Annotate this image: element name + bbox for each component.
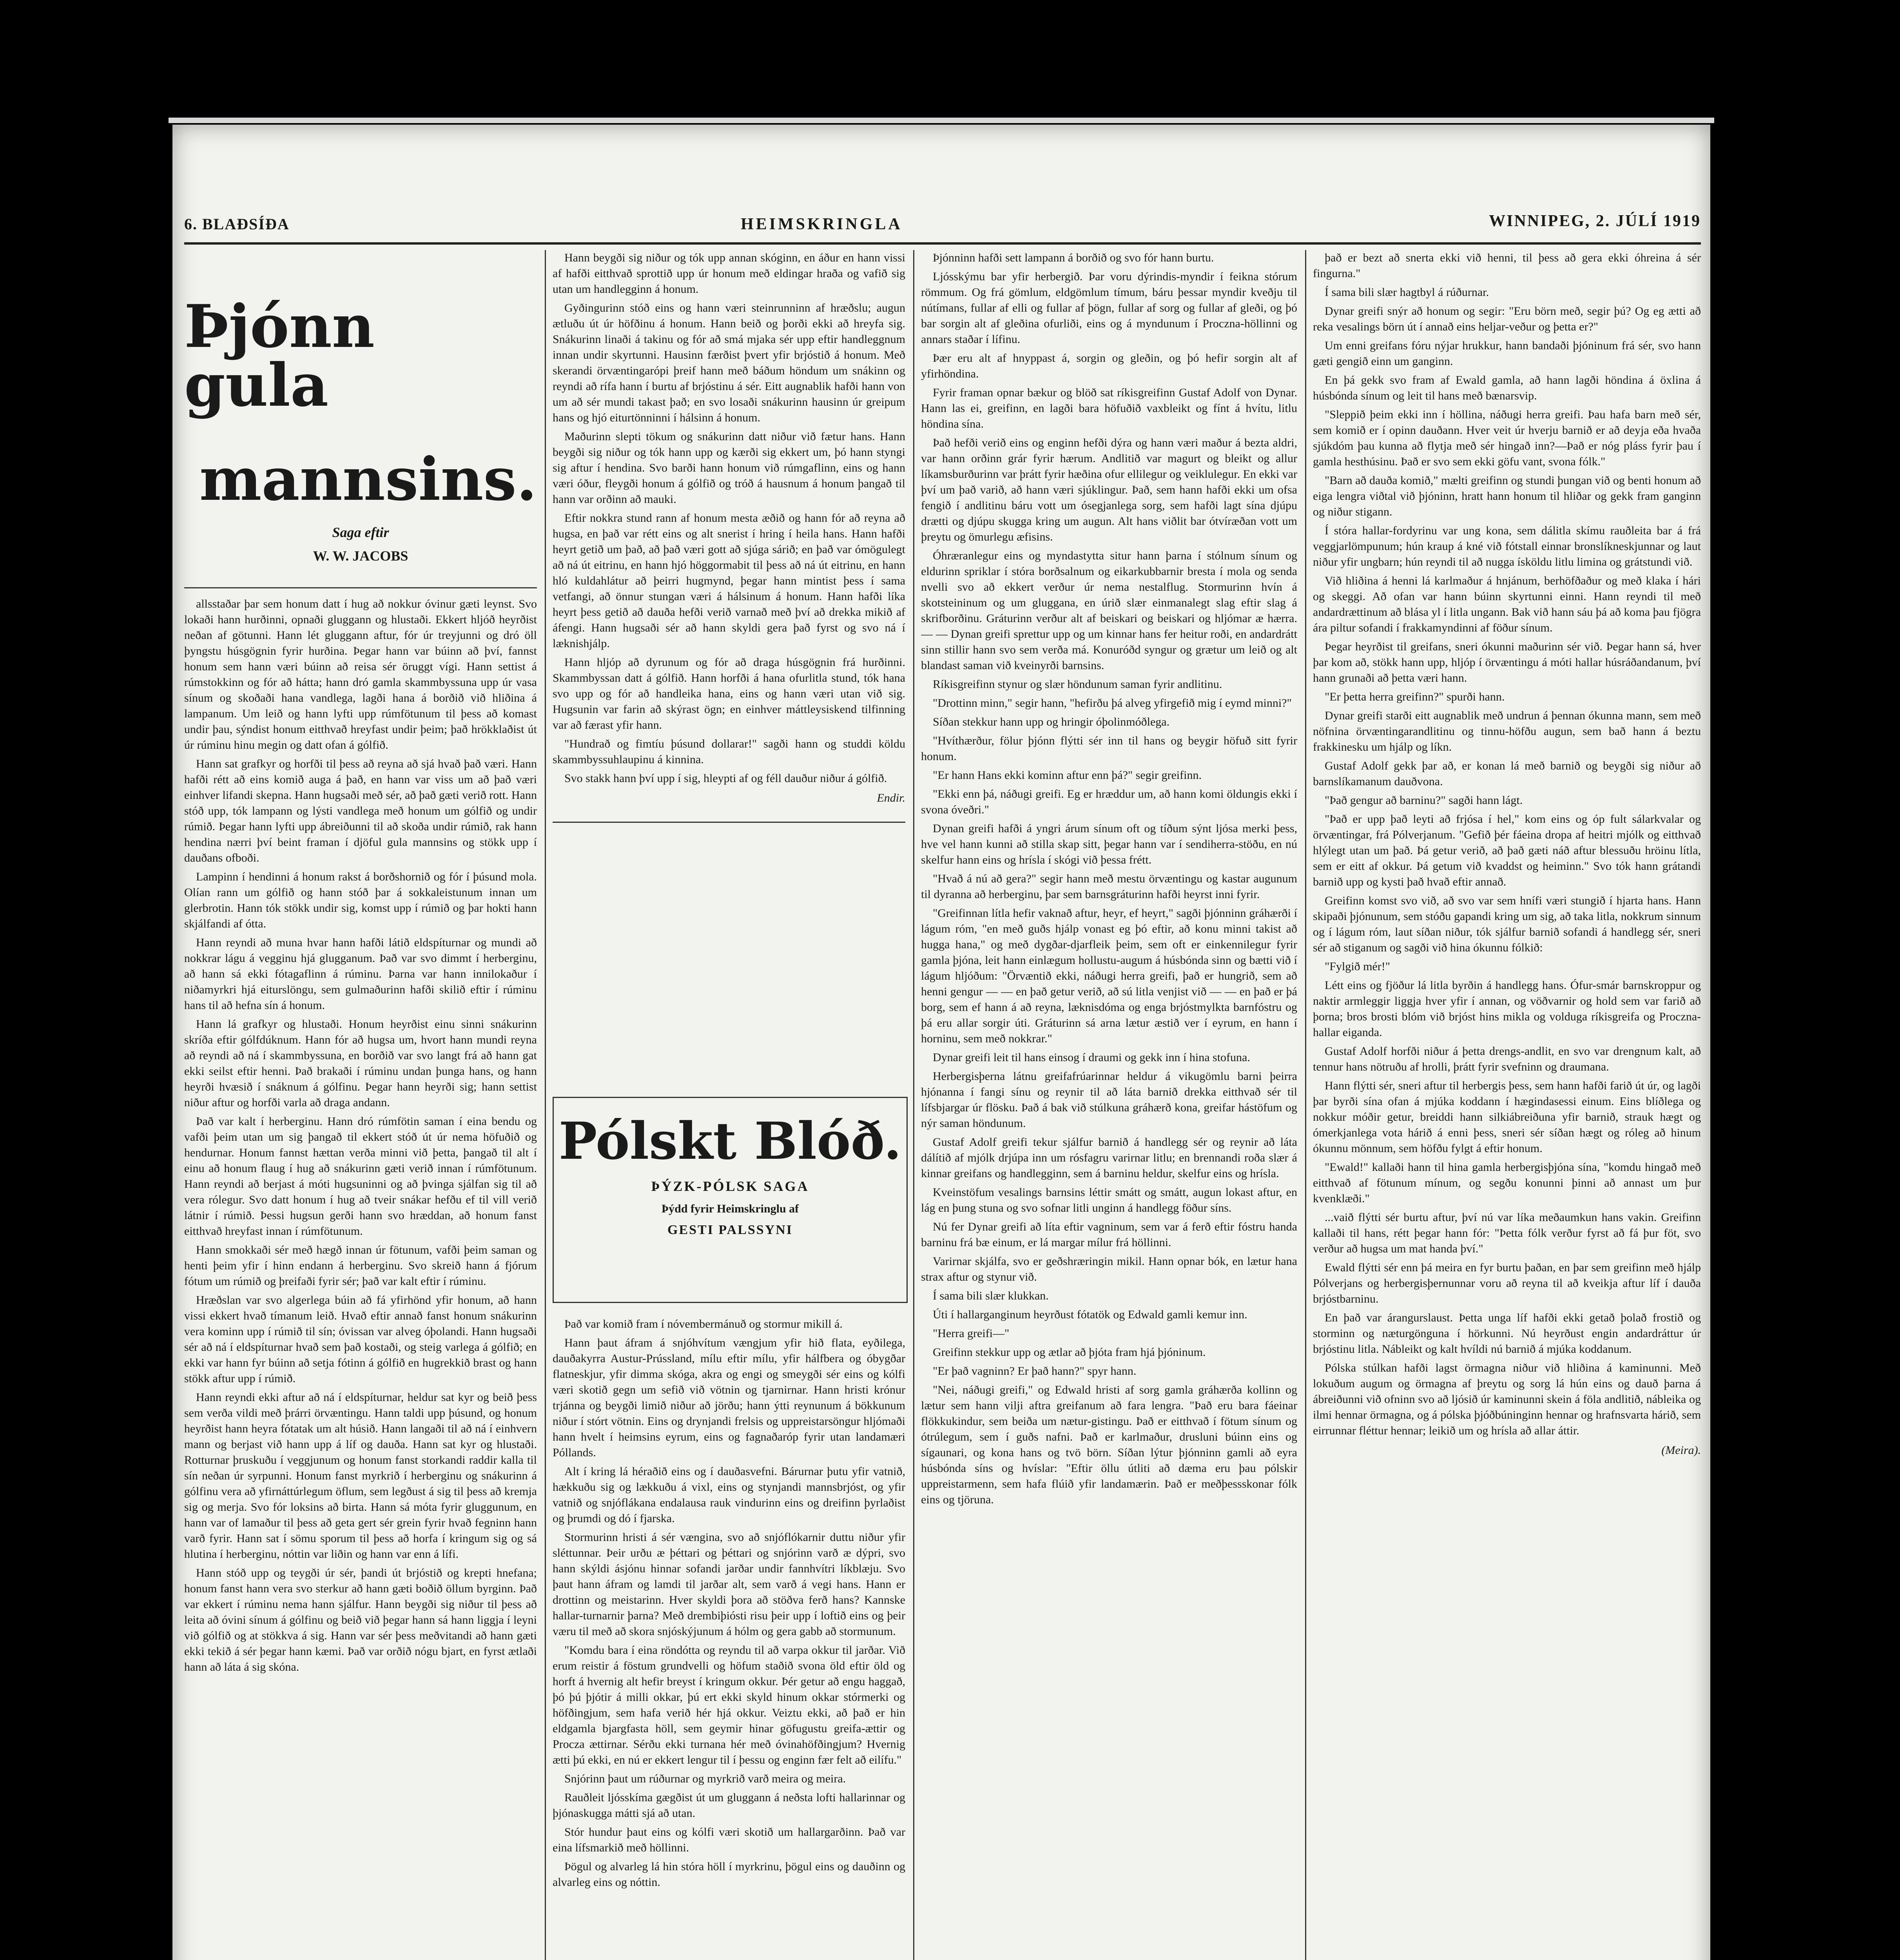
paragraph: "Hundrað og fimtíu þúsund dollarar!" sagði hann og studdi köldu skammbyssuhlaupinu á kinnina. — [553, 737, 905, 766]
story1-byline: Saga eftir — [332, 524, 389, 540]
column-4 — [1313, 250, 1701, 1960]
date-line: WINNIPEG, 2. JÚLÍ 1919 — [1489, 212, 1701, 230]
column-3 — [921, 250, 1297, 1960]
paragraph: Varirnar skjálfa, svo er geðshræringin mikil. Hann opnar bók, en lætur hana strax aftur og stynur við. — [921, 1255, 1297, 1283]
paragraph: "Ekki enn þá, náðugi greifi. Eg er hræddur um, að hann komi öldungis ekki í svona óveðri." — [921, 788, 1297, 816]
paragraph: "Er það vagninn? Er það hann?" spyr hann. — [933, 1365, 1137, 1377]
paragraph: Það hefði verið eins og enginn hefði dýra og hann væri maður á bezta aldri, var hann orðinn grár fyrir hærum. Andlitið var magurt og bleikt og allur líkamsburðurinn var þrátt fyrir hæðina ofur ellilegur og veiklulegur. En ekki var því um það varið, að hann væri sjúklingur. Það, sem hann hafði ekki um ofsa fengið í andlitinu báru vott um ósegjanlega sorg, sem hafði lagt sína djúpu drætti og djúpu skugga kring um augun. Alt hans viðlit bar ótvíræðan vott um þreytu og ömurlegu æfisins. — [921, 436, 1297, 543]
paragraph: Það var komið fram í nóvembermánuð og stormur mikill á. — [564, 1318, 843, 1330]
paragraph: Gustaf Adolf horfði niður á þetta drengs-andlit, en svo var drengnum kalt, að tennur hans nötruðu af hrolli, þrátt fyrir svefninn og draumana. — [1313, 1045, 1701, 1073]
paragraph: "Herra greifi—" — [933, 1327, 1010, 1340]
continued-mark: (Meira). — [1661, 1444, 1701, 1457]
paragraph: "Hvað á nú að gera?" segir hann með mestu örvæntingu og kastar augunum til dyranna að herberginu, þar sem barnsgráturinn hafði heyrst inni fyrir. — [921, 872, 1297, 901]
paragraph: Gyðingurinn stóð eins og hann væri steinrunninn af hræðslu; augun ætluðu út úr höfðinu á honum. Hann beið og þorði ekki að hreyfa sig. Snákurinn linaði á takinu og fór að smá mjaka sér upp eftir handleggnum innan undir skyrtunni. Hausinn færðist þvert yfir brjóstið á honum. Með skerandi örvæntingarópi þreif hann með báðum höndum um snákinn og reyndi að rífa hann í burtu af brjóstinu á sér. Eitt augnablik hafði hann von um að sér mundi takast það; en svo losaði snákurinn hausinn úr greipum hans og hjó eiturtönninni í hálsinn á honum. — [553, 301, 905, 424]
story1-end-mark: Endir. — [877, 791, 905, 804]
paragraph: Lampinn í hendinni á honum rakst á borðshornið og fór í þúsund mola. Olían rann um gólfið og hann stóð þar á sokkaleistunum innan um glerbrotin. Hann tók stökk undir sig, komst upp í rúmið og þar hokti hann skjálfandi af ótta. — [184, 870, 537, 930]
paragraph: Við hliðina á henni lá karlmaður á hnjánum, berhöfðaður og með klaka í hári og skeggi. Að ofan var hann búinn skyrtunni einni. Hann reyndi til með andardrættinum að blása yl í litla ungann. Bak við hann sáu þá að koma þau fjögra ára piltur sofandi í frakkamyndinni af föður sínum. — [1313, 574, 1701, 634]
paragraph: "Nei, náðugi greifi," og Edwald hristi af sorg gamla gráhærða kollinn og lætur sem hann vilji aftra greifanum að fara lengra. "Það eru bara fáeinar flökkukindur, sem beiða um nætur-gistingu. Það er eitthvað í fötum sínum og ótrúlegum, sem í guðs nafni. Það er karlmaður, drusluni búinn eins og sígaunari, og kona hans og tvö börn. Síðan lýtur þjónninn gamli að eyra húsbónda síns og hvíslar: "Eftir öllu útliti að dæma eru þau pólskir uppreistarmenn, sem hafa flúið yfir landamærin. Það er meðþessskonar fólk eins og tjöruna. — [921, 1383, 1297, 1506]
column-divider — [913, 250, 914, 1960]
column-divider — [545, 250, 546, 1960]
paragraph: Ríkisgreifinn stynur og slær höndunum saman fyrir andlitinu. — [933, 678, 1222, 691]
paragraph: Hann beygði sig niður og tók upp annan skóginn, en áður en hann vissi af hafði eitthvað sprottið upp úr honum með eldingar hraða og vafið sig utan um handlegginn á honum. — [553, 251, 905, 296]
story2-translated-for: Þýdd fyrir Heimskringlu af — [661, 1202, 799, 1215]
paragraph: Ewald flýtti sér enn þá meira en fyr burtu þaðan, en þar sem greifinn með hjálp Pólverjans og herbergisþernunnar voru að reyna til að kveikja aftur líf í dauða brjóstbarninu. — [1313, 1261, 1701, 1305]
paragraph: Um enni greifans fóru nýjar hrukkur, hann bandaði þjóninum frá sér, svo hann gæti gengið einn um ganginn. — [1313, 339, 1701, 368]
page-label: 6. BLAÐSÍÐA — [184, 215, 290, 233]
paragraph: Þögul og alvarleg lá hin stóra höll í myrkrinu, þögul eins og dauðinn og alvarleg eins og nóttin. — [553, 1860, 905, 1889]
paragraph: "Fylgið mér!" — [1325, 960, 1390, 973]
paragraph: Í stóra hallar-fordyrinu var ung kona, sem dálitla skímu rauðleita bar á frá veggjarlömpunum; hún kraup á kné við fótstall einnar bronslíkneskjunnar og laut niður yfir ungbarn; hún reyndi til að nugga ísköldu litlu limina og grátstundi við. — [1313, 524, 1701, 568]
header-rule — [184, 242, 1701, 245]
paragraph: Þær eru alt af hnyppast á, sorgin og gleðin, og þó hefir sorgin alt af yfirhöndina. — [921, 352, 1297, 380]
paragraph: það er bezt að snerta ekki við henni, til þess að gera ekki óhreina á sér fingurna." — [1313, 251, 1701, 280]
paragraph: Rauðleit ljósskíma gægðist út um gluggann á neðsta lofti hallarinnar og þjónaskugga mátti sjá að utan. — [553, 1791, 905, 1820]
paragraph: Hann stóð upp og teygði úr sér, þandi út brjóstið og krepti hnefana; honum fanst hann vera svo sterkur að hann gæti boðið öllum byrginn. Það var ekkert í rúminu nema hann sjálfur. Hann beygði sig niður til þess að leita að óvini sínum á gólfinu og beið við þegar hann sá hann liggja í leyni við gólfið og at stökkva á sig. Hann var sér þess meðvitandi að hann gæti ekki tekið á sér þegar hann kæmi. Það var orðið nógu bjart, en fyrst ætlaði hann að láta á sig skóna. — [184, 1566, 537, 1673]
story1-title-line1: Þjónn gula — [184, 292, 375, 420]
paper-name: HEIMSKRINGLA — [741, 215, 903, 233]
paragraph: Hann flýtti sér, sneri aftur til herbergis þess, sem hann hafði farið út úr, og lagði þar byrði sína ofan á mjúka koddann í hægindasessi einum. Eins blíðlega og nokkur móðir getur, breiddi hann silkiábreiðuna yfir barnið, strauk hægt og ómerkjanlega vota hárið á enni þess, sneri sér síðan hægt og róleg að hinum ókunnu mönnum, sem höfðu fylgt á eftir honum. — [1313, 1079, 1701, 1155]
story1-col1-text — [184, 596, 537, 1675]
paragraph: Hræðslan var svo algerlega búin að fá yfirhönd yfir honum, að hann vissi ekkert hvað tímanum leið. Hvað eftir annað fanst honum snákurinn vera kominn upp í rúmið til sín; óvissan var alveg óþolandi. Hann hugsaði sér að ná í eldspíturnar hvað sem það kostaði, og steig varlega á gólfið; en ekki var hann fyr búinn að setja fótinn á gólfið en hugrekkið brast og hann stökk aftur upp í rúmið. — [184, 1294, 537, 1385]
paragraph: Kveinstöfum vesalings barnsins léttir smátt og smátt, augun lokast aftur, en lág en þung stuna og svo sofnar litli unginn á handlegg föður síns. — [921, 1186, 1297, 1214]
story2-title: Pólskt Blóð. — [558, 1111, 902, 1171]
column-divider — [1305, 250, 1306, 1960]
paragraph: Hann smokkaði sér með hægð innan úr fötunum, vafði þeim saman og henti þeim yfir í hinn endann á herberginu. Svo skreið hann á fjórum fótum um rúmið og þreifaði fyrir sér; það var kalt eftir í rúminu. — [184, 1243, 537, 1288]
paragraph: Ljósskýmu bar yfir herbergið. Þar voru dýrindis-myndir í feikna stórum römmum. Og frá gömlum, eldgömlum tímum, báru þessar myndir kveðju til nútímans, fullar af elli og fullar af þögn, fullar af sorg og fullar af gleði, og þó bar sorgin alt af gleðina ofurliði, eins og á myndunum í Proczna-höllinni og annars staðar í lífinu. — [921, 270, 1297, 346]
paragraph: Greifinn komst svo við, að svo var sem hnífi væri stungið í hjarta hans. Hann skipaði þjónunum, sem stóðu gapandi kring um sig, að taka litla, nokkrum sinnum og í lágum róm, laut síðan niður, tók sjálfur barnið sofandi á handlegg sér, sneri sér að stiganum og sagði við hina ókunnu fólkið: — [1313, 894, 1701, 954]
paragraph: "Greifinnan lítla hefir vaknað aftur, heyr, ef heyrt," sagði þjónninn gráhærði í lágum róm, "en með guðs hjálp vonast eg þó eftir, að konu minni takist að hugga hana," og með dygðar-djarfleik þeim, sem oft er einkennilegur fyrir gamla þjóna, leit hann einlægum hollustu-augum á húsbónda sinn og bætti við í lágum hljóðum: "Örvæntið ekki, náðugi herra greifi, það er hungrið, sem að henni gengur — — en það getur verið, að sú litla venjist við — — en það er þá borg, sem ef hann á að reyna, læknisdóma og enga brjóstmylkta barnfóstru og þá eru allar sorgir úti. Gráturinn sá arna lætur æstið ver í eyrum, en hann í horninu, sem með nokkrar." — [921, 907, 1297, 1045]
paragraph: Síðan stekkur hann upp og hringir óþolinmóðlega. — [933, 715, 1170, 728]
paragraph: "Það er upp það leyti að frjósa í hel," kom eins og óp fult sálarkvalar og örvæntingar, frá Pólverjanum. "Gefið þér fáeina dropa af heitri mjólk og eitthvað hlýlegt utan um það. Þá getur verið, að það gæti náð aftur blessuðu hröinu lítla, sem er eitt af okkur. Þá getum við kvaddst og heiminn." Svo tók hann grátandi barnið upp og kysti það hvað eftir annað. — [1313, 813, 1701, 888]
paragraph: Dynar greifi leit til hans einsog í draumi og gekk inn í hina stofuna. — [933, 1051, 1250, 1064]
paragraph: Hann hljóp að dyrunum og fór að draga húsgögnin frá hurðinni. Skammbyssan datt á gólfið. Hann horfði á hana ofurlitla stund, tók hana svo upp og fór að handleika hana, eins og hann væri utan við sig. Hugsunin var farin að skýrast ögn; en einhver máttleysiskend tilfinning var að færast yfir hann. — [553, 656, 905, 731]
paragraph: "Komdu bara í eina röndótta og reyndu til að varpa okkur til jarðar. Við erum reistir á föstum grundvelli og höfum staðið svona öld eftir öld og horft á hvernig alt hefir breyst í kringum okkur. Þér getur að engu haggað, þó þú þjótir á milli okkar, þú ert ekki skyld hinum okkar stórmerki og höfðingjum, sem hafa verið hér hjá okkur. Veiztu ekki, að það er hin eldgamla bjargfasta höll, sem geymir hinar göfugustu greifa-ættir og Procza ættirnar. Sérðu ekki turnana hér með óvinahöfðingjum? Hvernig ætti þú ekki, en nú er ekkert lengur til í þessu og enginn fær felt að eilífu." — [553, 1644, 905, 1766]
paragraph: Þjónninn hafði sett lampann á borðið og svo fór hann burtu. — [933, 251, 1214, 264]
paragraph: Gustaf Adolf gekk þar að, er konan lá með barnið og beygði sig niður að barnslíkamanum dauðvona. — [1313, 759, 1701, 788]
film-edge-top — [169, 118, 1714, 123]
paragraph: Svo stakk hann því upp í sig, hleypti af og féll dauður niður á gólfið. — [564, 772, 887, 785]
paragraph: Herbergisþerna látnu greifafrúarinnar heldur á vikugömlu barni þeirra hjónanna í fangi sínu og reynir til að láta barnið drekka eitthvað sér til lífsbjargar úr flösku. Það á bak við stúlkuna gráhærð kona, greifar hástöfum og nýr saman höndunum. — [921, 1070, 1297, 1130]
paragraph: "Er hann Hans ekki kominn aftur enn þá?" segir greifinn. — [933, 769, 1202, 782]
story1-title-line2: mannsins. — [199, 445, 537, 514]
column-1 — [184, 250, 537, 1960]
story1-author: W. W. JACOBS — [313, 548, 408, 564]
paragraph: Úti í hallarganginum heyrðust fótatök og Edwald gamli kemur inn. — [933, 1308, 1247, 1321]
paragraph: Það var kalt í herberginu. Hann dró rúmfötin saman í eina bendu og vafði þeim utan um sig þangað til ekkert stóð út úr nema höfuðið og hendurnar. Honum fannst hættan verða minni við þetta, þangað til alt í einu að honum flaug í hug að snákurinn gæti verið innan í rúmfötunum. Hann reyndi að berjast á móti hugsuninni og að þvinga sjálfan sig til að vera rólegur. Svo datt honum í hug að tveir snákar hefðu ef til vill verið látnir í rúmið. Þessi hugsun gerði hann svo hræddan, að honum fanst eitthvað hreyfast innan í rúmfötunum. — [184, 1115, 537, 1238]
paragraph: Létt eins og fjöður lá litla byrðin á handlegg hans. Ófur-smár barnskroppur og naktir armleggir liggja hver yfir í annan, og vöðvarnir og hold sem var farið að þorna; bros brosti blóm við brjóst hins mikla og volduga ríkisgreifa og Proczna-hallar eiganda. — [1313, 979, 1701, 1039]
story2-subtitle: ÞÝZK-PÓLSK SAGA — [651, 1178, 809, 1194]
story-separator — [553, 822, 905, 823]
paragraph: Hann lá grafkyr og hlustaði. Honum heyrðist einu sinni snákurinn skríða eftir gólfdúknum. Hann fór að hugsa um, hvort hann mundi reyna að reyndi að ná í skammbyssuna, en borðið var svo langt frá að hann gat ekki seilst eftir henni. Það brakaði í rúminu undan þunga hans, og hann heyrði hvæsið í snáknum á gólfinu. Þegar hann heyrði sig; hann settist niður aftur og horfði varla að draga andann. — [184, 1018, 537, 1109]
paragraph: Hann þaut áfram á snjóhvítum vængjum yfir hið flata, eyðilega, dauðakyrra Austur-Prússland, mílu eftir mílu, yfir hálfbera og óbygðar flatneskjur, yfir dimma skóga, akra og engi og smeygði sér eins og kólfi væri skotið gegn um sefið við vötnin og tjarnirnar. Hann hristi krónur trjánna og beygði limið niður að jörðu; hann ýtti reynunum á bökkunum niður í stórt vötnin. Eins og drynjandi frelsis og uppreistarsöngur hljómaði hann hvelt í heimsins eyrum, eins og fagnaðaróp fyrir utan landamæri Póllands. — [553, 1336, 905, 1459]
paragraph: Gustaf Adolf greifi tekur sjálfur barnið á handlegg sér og reynir að láta dálítið af mjólk drjúpa inn um rósfagru varirnar litlu; en brennandi roða slær á kinnar greifans og handlegginn, sem á barninu heldur, skelfur eins og hrísla. — [921, 1136, 1297, 1180]
paragraph: Þegar heyrðist til greifans, sneri ókunni maðurinn sér við. Þegar hann sá, hver þar kom að, stökk hann upp, hljóp í örvæntingu á móti hallar húsráðandanum, því hann grunaði að þetta væri hann. — [1313, 640, 1701, 684]
paragraph: En það var árangurslaust. Þetta unga líf hafði ekki getað þolað frostið og storminn og næturgönguna í hörkunni. Nú heyrðust engin andardráttur úr brjóstinu litla. Nábleikt og kalt hvíldi nú barnið á mjúka koddanum. — [1313, 1311, 1701, 1356]
page-header — [184, 212, 1701, 246]
paragraph: Snjórinn þaut um rúðurnar og myrkrið varð meira og meira. — [564, 1772, 846, 1785]
paragraph: Greifinn stekkur upp og ætlar að þjóta fram hjá þjóninum. — [933, 1346, 1206, 1359]
paragraph: Í sama bili slær klukkan. — [933, 1289, 1049, 1302]
paragraph: Dynar greifi snýr að honum og segir: "Eru börn með, segir þú? Og eg ætti að reka vesalings börn út í annað eins heljar-veður og þetta er?" — [1313, 305, 1701, 333]
paragraph: Dynan greifi hafði á yngri árum sínum oft og tíðum sýnt ljósa merki þess, hve vel hann kunni að stilla skap sitt, þegar hann var í sendiherra-stöðu, en nú skelfur hann eins og hrísla í skógi við þessa frétt. — [921, 822, 1297, 866]
paragraph: Hann sat grafkyr og horfði til þess að reyna að sjá hvað það væri. Hann hafði rétt að eins komið auga á það, en hann var viss um að það væri einhver lifandi skepna. Hann hugsaði með sér, að það gæti verið rott. Hann stóð upp, tók lampann og lýsti vandlega með honum um gólfið og undir rúmið. Þegar hann lyfti upp ábreiðunni til að skoða undir rúmið, rak hann hendina nærri því beint framan í djöful gula mannsins og stökk upp í dauðans ofboði. — [184, 757, 537, 864]
story2-title-box — [553, 1097, 908, 1303]
paragraph: Alt í kring lá héraðið eins og í dauðasvefni. Bárurnar þutu yfir vatnið, hækkuðu sig og lækkuðu á vixl, eins og stynjandi mannsbrjóst, og yfir vatnið og snjóflákana endalausa rauk vindurinn eins og dreifinn þyrlaðist og þrumdi og dó í fjarska. — [553, 1465, 905, 1525]
paragraph: Í sama bili slær hagtbyl á rúðurnar. — [1325, 286, 1489, 299]
paragraph: "Er þetta herra greifinn?" spurði hann. — [1325, 690, 1505, 703]
story1-title-block — [184, 250, 537, 588]
paragraph: "Það gengur að barninu?" sagði hann lágt. — [1325, 794, 1523, 807]
paragraph: Stormurinn hristi á sér vængina, svo að snjóflókarnir duttu niður yfir sléttunnar. Þeir urðu æ þéttari og þéttari og snjórinn varð æ dýpri, svo hann skýldi ásjónu hinnar sofandi jarðar undir fannhvítri líkblæju. Svo þaut hann áfram og lamdi til jarðar alt, sem varð á vegi hans. Hann er drottinn og meistarinn. Hver skyldi þora að stöðva ferð hans? Kannske hallar-turnarnir þarna? Með drembiþiósti risu þeir upp í loftið eins og þeir væru til með að skora snjóskýjunum á hólm og gera gabb að stormunum. — [553, 1531, 905, 1638]
paragraph: Fyrir framan opnar bækur og blöð sat ríkisgreifinn Gustaf Adolf von Dynar. Hann las ei, greifinn, en lagði bara höfuðið vaxbleikt og fínt á hvítu, litlu höndina sína. — [921, 386, 1297, 430]
paragraph: Hann reyndi að muna hvar hann hafði látið eldspíturnar og mundi að nokkrar lágu á vegginu hjá glugganum. Það var svo dimmt í herberginu, að hann sá ekki fótagaflinn á rúminu. Þarna var hann innilokaður í niðamyrkri hjá eiturslöngu, sem gulmaðurinn hafði skilið eftir í rúminu hans til að hefna sín á honum. — [184, 936, 537, 1012]
paragraph: Dynar greifi starði eitt augnablik með undrun á þennan ókunna mann, sem með nöfnina örvæntingarandlitinu og tinnu-höfðu augun, sem bað hann á beztu frakkinesku um hjálp og líkn. — [1313, 709, 1701, 753]
paragraph: "Sleppið þeim ekki inn í höllina, náðugi herra greifi. Þau hafa barn með sér, sem komið er í opinn dauðann. Hver veit úr hverju barnið er að deyja eða hvaða sjúkdóm þau kunna að flytja með sér hingað inn?—Það er nóg pláss fyrir þau í gamla hesthúsinu. Það er svo sem ekki göfu vant, svona fólk." — [1313, 408, 1701, 468]
paragraph: "Barn að dauða komið," mælti greifinn og stundi þungan við og benti honum að eiga lengra viðtal við þjóninn, hratt hann honum til hliðar og gekk fram ganginn og niður stigann. — [1313, 474, 1701, 518]
story1-col2-text — [553, 250, 905, 806]
paragraph: "Ewald!" kallaði hann til hina gamla herbergisþjóna sína, "komdu hingað með eitthvað af fötunum mínum, og segðu konunni þinni að annast um þur kvenklæði." — [1313, 1161, 1701, 1205]
paragraph: ...vaið flýtti sér burtu aftur, því nú var líka meðaumkun hans vakin. Greifinn kallaði til hans, rétt þegar hann fór: "Þetta fólk verður fyrst að fá þur föt, svo verður að hugsa um mat handa því." — [1313, 1211, 1701, 1255]
paragraph: En þá gekk svo fram af Ewald gamla, að hann lagði höndina á öxlina á húsbónda sínum og leit til hans með bænarsvip. — [1313, 374, 1701, 402]
paragraph: "Hvíthærður, fölur þjónn flýtti sér inn til hans og beygir höfuð sitt fyrir honum. — [921, 734, 1297, 763]
paragraph: Eftir nokkra stund rann af honum mesta æðið og hann fór að reyna að hugsa, en það var rétt eins og alt snerist í hring í heila hans. Hann hafði heyrt getið um það, að það væri gott að sjúga sárið; en það var ómögulegt að ná út eitrinu, en hann hjó höggormabit til þess að ná út eitrinu, en hann hló kuldahlátur að þeirri hugmynd, þegar hann mintist þess í sama vetfangi, að önnur stungan væri á hálsinum á honum. Hann hafði líka heyrt þess getið að dauða hefði verið varnað með því að drekka mikið af áfengi. Hann hugsaði sér að hann skyldi gera það fyrst og svo ná í læknishjálp. — [553, 512, 905, 650]
paragraph: Hann reyndi ekki aftur að ná í eldspíturnar, heldur sat kyr og beið þess sem verða vildi með þrárri örvæntingu. Hann taldi upp þúsund, og honum heyrðist hann heyra fótatak um alt húsið. Hann langaði til að ná í einhvern mann og berjast við hann upp á líf og dauða. Hann sat kyr og hlustaði. Rotturnar þruskuðu í veggjunum og honum fanst storkandi raddir kalla til sín neðan úr syrpunni. Honum fanst myrkrið í herberginu og snákurinn á gólfinu vera að yfirnáttúrlegum öflum, sem legðust á sig til þess að kremja sig og merja. Svo fór loksins að birta. Hann sá móta fyrir gluggunum, en hann var of lamaður til þess að geta gert sér grein fyrir hvað fegninn hann varð fyrir. Hann sat í sömu sporum til þess að horfa í kringum sig og sá hlutina í herberginu, nóttin var liðin og hann var enn á lífi. — [184, 1391, 537, 1561]
story2-col2-text — [553, 1316, 905, 1960]
paragraph: Maðurinn slepti tökum og snákurinn datt niður við fætur hans. Hann beygði sig niður og tók hann upp og kærði sig ekkert um, þó hann styngi sig aftur í hendina. Svo barði hann honum við rúmgaflinn, eins og hann væri óður, fleygði honum á gólfið og tróð á hausnum á honum þangað til hann var orðinn að mauki. — [553, 430, 905, 506]
newspaper-page — [172, 125, 1710, 1960]
paragraph: Stór hundur þaut eins og kólfi væri skotið um hallargarðinn. Það var eina lífsmarkið með höllinni. — [553, 1826, 905, 1854]
paragraph: "Drottinn minn," segir hann, "hefirðu þá alveg yfirgefið mig í eymd minni?" — [933, 697, 1292, 710]
paragraph: Pólska stúlkan hafði lagst örmagna niður við hliðina á kaminunni. Með lokuðum augum og örmagna af þreytu og sorg lá hún eins og dauð þarna á ábreiðunni við ofninn svo að ljósið úr kaminunni skein á föla andlitið, nábleika og ilmi hennar örmagna, og á pólska þjóðbúninginn hennar og hrafnsvarta hárið, sem eirrunnar fléttur hennar; leikið um og hrísla að allar áttir. — [1313, 1361, 1701, 1437]
paragraph: Óhræranlegur eins og myndastytta situr hann þarna í stólnum sínum og eldurinn spriklar í stóra borðsalnum og eikarkubbarnir bresta í mola og senda nvelli svo að ekkert verður úr nema nestalflug. Stormurinn hvín á skotsteininum og um gluggana, en úrið slær einmanalegt slag eftir slag á skrifborðinu. Gráturinn verður alt af beiskari og beiskari og hljómar æ hærra. — — Dynan greifi sprettur upp og um kinnar hans fer heitur roði, en andardrátt sinn stillir hann svo sem verða má. Konuróðd syngur og grætur um leið og alt blandast saman við kveinyrði barnsins. — [921, 549, 1297, 672]
paragraph: Nú fer Dynar greifi að líta eftir vagninum, sem var á ferð eftir fóstru handa barninu frá bæ einum, er lá margar mílur frá höllinni. — [921, 1220, 1297, 1249]
paragraph: allsstaðar þar sem honum datt í hug að nokkur óvinur gæti leynst. Svo lokaði hann hurðinni, opnaði gluggann og hlustaði. Ekkert hljóð heyrðist neðan af götunni. Hann lét gluggann aftur, fór úr treyjunni og dró öll þyngstu húsgögnin fyrir hurðina. Þegar hann var búinn að því, fannst honum sem hann væri búinn að reisa sér öruggt vígi. Hann settist á rúmstokkinn og fór að hátta; hann dró gamla skammbyssuna upp úr vasa sínum og skoðaði hana vandlega, lagði hana á borðið við hliðina á lampanum. Um leið og hann lyfti upp rúmfötunum til þess að komast undir þau, sýndist honum eitthvað hreyfast undir þeim; það hrökklaðist út úr rúminu hinu megin og datt ofan á gólfið. — [184, 597, 537, 751]
title-rule — [184, 587, 537, 588]
story2-translator: GESTI PALSSYNI — [667, 1223, 793, 1237]
